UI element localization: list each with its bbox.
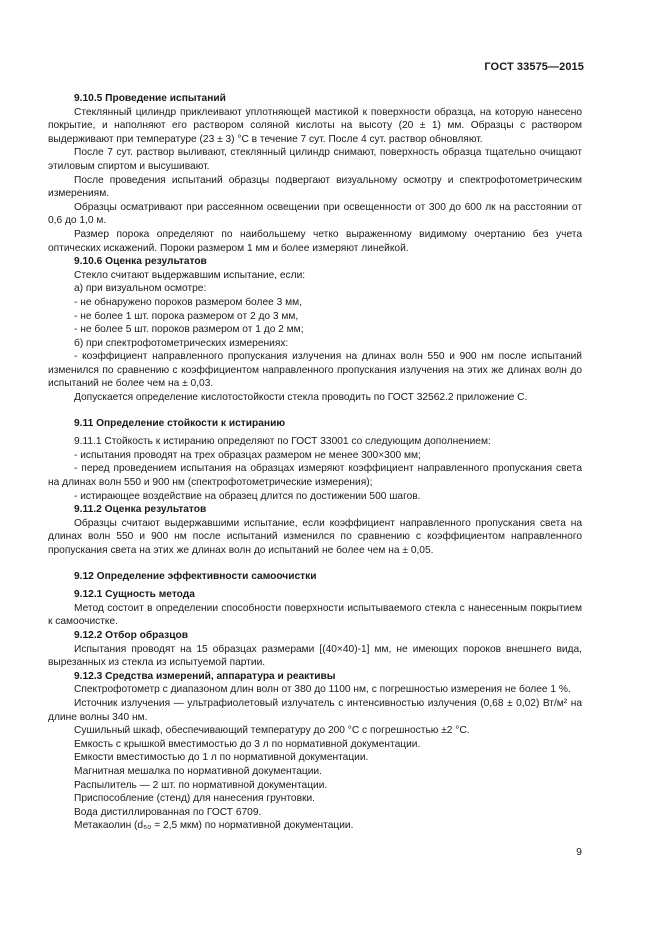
paragraph: 9.11.1 Стойкость к истиранию определяют по ГОСТ 33001 со следующим дополнением: — [74, 436, 491, 448]
paragraph: Спектрофотометр с диапазоном длин волн от 380 до 1100 нм, с погрешностью измерения не более 1 %. — [74, 684, 571, 696]
paragraph: - не более 5 шт. пороков размером от 1 до 2 мм; — [74, 324, 304, 336]
paragraph: Размер порока определяют по наибольшему четко выраженному видимому очертанию без учета оптических искажений. Пороки размером 1 мм и более измеряют линейкой. — [48, 228, 582, 254]
paragraph: После проведения испытаний образцы подвергают визуальному осмотру и спектрофотометрическим измерениям. — [48, 174, 582, 200]
section-heading: 9.12 Определение эффективности самоочистки — [74, 570, 317, 582]
paragraph: - истирающее воздействие на образец длится по достижении 500 шагов. — [74, 490, 421, 502]
paragraph: - не более 1 шт. порока размером от 2 до 3 мм, — [74, 310, 299, 322]
document-body — [48, 92, 582, 833]
paragraph: Испытания проводят на 15 образцах размерами [(40×40)-1] мм, не имеющих пороков внешнего вида, вырезанных из стекла из испытуемой партии. — [48, 643, 582, 669]
paragraph: Допускается определение кислотостойкости стекла проводить по ГОСТ 32562.2 приложение С. — [74, 392, 528, 404]
paragraph: Стекло считают выдержавшим испытание, если: — [74, 269, 306, 281]
section-heading: 9.12.1 Сущность метода — [74, 589, 195, 601]
paragraph: б) при спектрофотометрических измерениях: — [74, 337, 289, 349]
section-heading: 9.10.6 Оценка результатов — [74, 256, 207, 268]
paragraph: Стеклянный цилиндр приклеивают уплотняющей мастикой к поверхности образца, на которую нанесено покрытие, и наполняют его раствором соляной кислоты на высоту (20 ± 1) мм. Образцы с раствором выдерживают при температуре (23 ± 3) °С в течение 7 сут. После 4 сут. раствор обновляют. — [48, 106, 582, 145]
paragraph: Емкости вместимостью до 1 л по нормативной документации. — [74, 752, 369, 764]
paragraph: Образцы осматривают при рассеянном освещении при освещенности от 300 до 600 лк на расстоянии от 0,6 до 1,0 м. — [48, 201, 582, 227]
paragraph: Сушильный шкаф, обеспечивающий температуру до 200 °С с погрешностью ±2 °С. — [74, 725, 470, 737]
section-heading: 9.11.2 Оценка результатов — [74, 504, 207, 516]
paragraph: - испытания проводят на трех образцах размером не менее 300×300 мм; — [74, 449, 421, 461]
paragraph: - перед проведением испытания на образцах измеряют коэффициент направленного пропускания света на длинах волн 550 и 900 нм (спектрофотометрические измерения); — [48, 463, 582, 489]
section-heading: 9.12.2 Отбор образцов — [74, 629, 188, 641]
paragraph: Вода дистиллированная по ГОСТ 6709. — [74, 806, 262, 818]
paragraph: Метод состоит в определении способности поверхности испытываемого стекла с нанесенным покрытием к самоочистке. — [48, 602, 582, 628]
standard-header: ГОСТ 33575—2015 — [484, 61, 584, 73]
paragraph: Распылитель — 2 шт. по нормативной документации. — [74, 779, 328, 791]
page-number: 9 — [576, 846, 582, 858]
section-heading: 9.10.5 Проведение испытаний — [74, 93, 226, 104]
paragraph: Метакаолин (d₅₀ = 2,5 мкм) по нормативной документации. — [74, 820, 354, 832]
paragraph: После 7 сут. раствор выливают, стеклянный цилиндр снимают, поверхность образца тщательно очищают этиловым спиртом и высушивают. — [48, 147, 582, 172]
paragraph: Источник излучения — ультрафиолетовый излучатель с интенсивностью излучения (0,68 ± 0,02) Вт/м² на длине волны 340 нм. — [48, 697, 582, 723]
section-heading: 9.12.3 Средства измерений, аппаратура и реактивы — [74, 670, 336, 682]
paragraph: Образцы считают выдержавшими испытание, если коэффициент направленного пропускания света на длинах волн 550 и 900 нм после испытаний изменился по сравнению с коэффициентом направленного пропускания света на этих же длинах волн до испытаний не более чем на ± 0,05. — [48, 517, 582, 556]
paragraph: Емкость с крышкой вместимостью до 3 л по нормативной документации. — [74, 738, 421, 750]
paragraph: а) при визуальном осмотре: — [74, 283, 207, 295]
paragraph: - коэффициент направленного пропускания излучения на длинах волн 550 и 900 нм после испытаний изменился по сравнению с коэффициентом направленного пропускания излучения на этих же длинах волн до испытаний не более чем на ± 0,03. — [48, 351, 582, 390]
paragraph: Приспособление (стенд) для нанесения грунтовки. — [74, 793, 315, 805]
paragraph: Магнитная мешалка по нормативной документации. — [74, 765, 322, 777]
section-heading: 9.11 Определение стойкости к истиранию — [74, 417, 286, 429]
paragraph: - не обнаружено пороков размером более 3 мм, — [74, 296, 302, 308]
